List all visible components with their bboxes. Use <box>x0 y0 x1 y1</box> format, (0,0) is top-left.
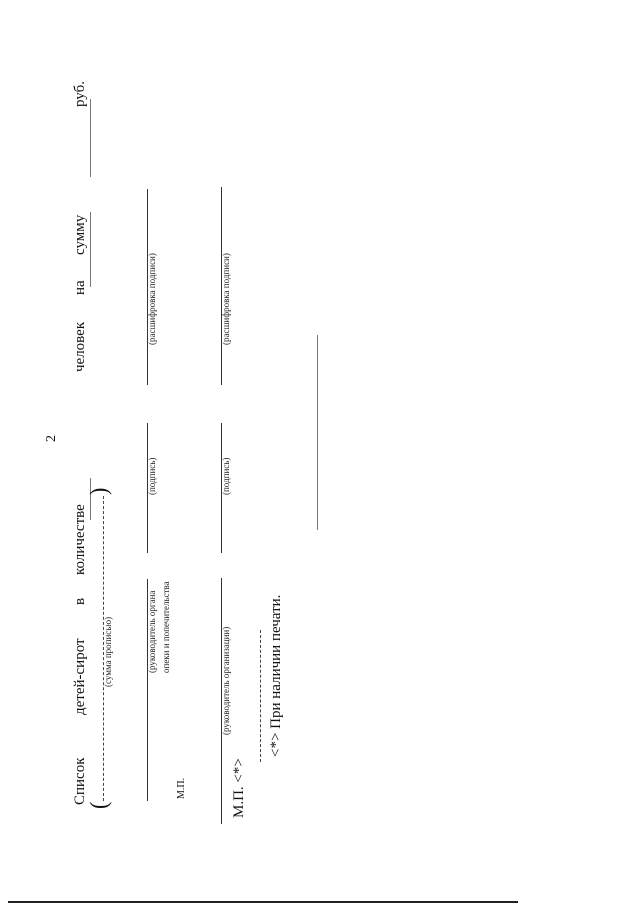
word-deti-siroty: детей-сирот <box>72 638 88 715</box>
auxiliary-line <box>317 335 318 530</box>
page-bottom-rule <box>8 901 518 903</box>
main-sentence <box>72 45 92 805</box>
word-chelovek: человек <box>72 321 88 372</box>
open-paren: ( <box>84 801 113 809</box>
word-summu: сумму <box>72 214 88 255</box>
stamp-mark-with-note: М.П. <*> <box>231 758 247 818</box>
head-organization-label: (руководитель организации) <box>221 626 231 735</box>
signature-decoding-label-1: (расшифровка подписи) <box>147 253 157 345</box>
rub-blank-line <box>90 99 91 177</box>
word-v: в <box>72 597 88 605</box>
sum-in-words-label: (сумма прописью) <box>103 616 113 687</box>
word-kolichestve: количестве <box>72 504 88 575</box>
head-guardianship-label-line2: опеки и попечительства <box>161 581 171 673</box>
stamp-mark: М.П. <box>176 777 187 799</box>
signature-label-2: (подпись) <box>221 457 231 495</box>
sum-blank-line <box>90 212 91 287</box>
word-na: на <box>72 280 88 295</box>
signature-label-1: (подпись) <box>147 457 157 495</box>
head-guardianship-label-line1: (руководитель органа <box>147 590 157 673</box>
count-blank-line <box>90 478 91 520</box>
page-number: 2 <box>44 435 59 442</box>
word-rub: руб. <box>72 81 88 107</box>
word-spisok: Список <box>72 757 88 805</box>
signature-decoding-label-2: (расшифровка подписи) <box>221 253 231 345</box>
footnote-separator <box>260 630 261 762</box>
close-paren: ) <box>84 487 113 495</box>
footnote-text: <*> При наличии печати. <box>268 594 284 757</box>
